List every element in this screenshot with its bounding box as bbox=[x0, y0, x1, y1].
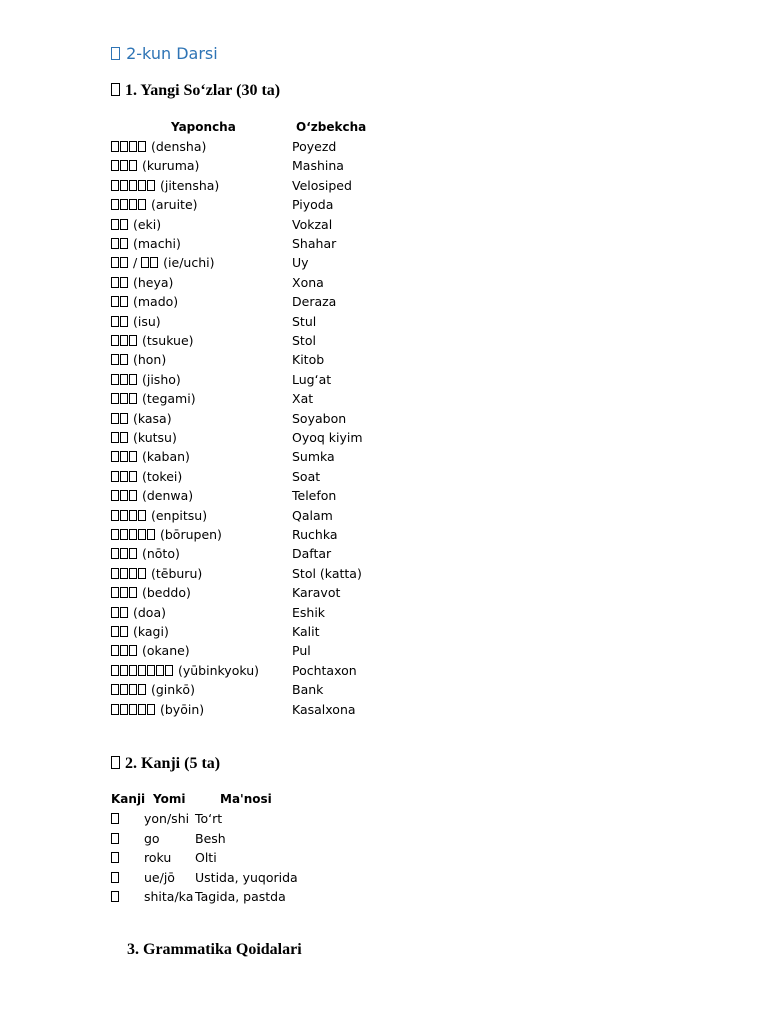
kanji-meaning: Olti bbox=[195, 850, 217, 865]
missing-glyph-icon bbox=[120, 238, 128, 249]
missing-glyph-icon bbox=[111, 833, 119, 844]
vocab-japanese bbox=[111, 624, 169, 639]
vocab-romaji: (ie/uchi) bbox=[163, 255, 215, 271]
missing-glyph-icon bbox=[111, 548, 119, 559]
vocab-japanese bbox=[111, 294, 178, 309]
vocab-uzbek: Soat bbox=[292, 468, 321, 484]
vocab-romaji: (densha) bbox=[150, 139, 207, 154]
missing-glyph-icon bbox=[156, 665, 164, 676]
vocab-japanese bbox=[111, 469, 182, 484]
missing-glyph-icon bbox=[120, 413, 128, 424]
kanji-meaning: Tagida, pastda bbox=[195, 889, 286, 904]
vocab-romaji: (byōin) bbox=[159, 701, 205, 717]
vocab-japanese bbox=[111, 236, 181, 251]
missing-glyph-icon bbox=[111, 257, 119, 268]
vocab-uzbek: Uy bbox=[292, 255, 309, 271]
vocab-japanese bbox=[111, 488, 193, 503]
missing-glyph-icon bbox=[141, 257, 149, 268]
missing-glyph-icon bbox=[138, 199, 146, 210]
missing-glyph-icon bbox=[129, 180, 137, 191]
missing-glyph-icon bbox=[129, 587, 137, 598]
missing-glyph-icon bbox=[120, 277, 128, 288]
missing-glyph-icon bbox=[120, 393, 128, 404]
missing-glyph-icon bbox=[129, 529, 137, 540]
missing-glyph-icon bbox=[111, 645, 119, 656]
missing-glyph-icon bbox=[120, 645, 128, 656]
missing-glyph-icon bbox=[150, 257, 158, 268]
vocab-uzbek: Piyoda bbox=[292, 197, 334, 213]
vocab-romaji: (nōto) bbox=[141, 546, 180, 562]
missing-glyph-icon bbox=[147, 529, 155, 540]
vocab-uzbek: Xat bbox=[292, 391, 314, 407]
missing-glyph-icon bbox=[111, 704, 119, 715]
kanji-header-meaning: Ma'nosi bbox=[220, 792, 272, 806]
vocab-japanese bbox=[111, 314, 161, 329]
section-heading-kanji bbox=[111, 755, 220, 773]
vocab-romaji: (tsukue) bbox=[141, 333, 194, 348]
missing-glyph-icon bbox=[111, 354, 119, 365]
vocab-romaji: (kuruma) bbox=[141, 158, 200, 174]
missing-glyph-icon bbox=[129, 160, 137, 171]
vocab-romaji: (mado) bbox=[132, 294, 179, 310]
missing-glyph-icon bbox=[129, 335, 137, 346]
vocab-japanese bbox=[111, 449, 190, 464]
vocab-romaji: (yūbinkyoku) bbox=[177, 662, 260, 678]
missing-glyph-icon bbox=[111, 219, 119, 230]
vocab-romaji: (denwa) bbox=[141, 488, 194, 504]
vocab-uzbek: Oyoq kiyim bbox=[292, 430, 363, 445]
vocab-uzbek: Qalam bbox=[292, 507, 333, 523]
missing-glyph-icon bbox=[111, 83, 120, 96]
missing-glyph-icon bbox=[120, 704, 128, 715]
vocab-romaji: (tegami) bbox=[141, 391, 196, 407]
missing-glyph-icon bbox=[120, 354, 128, 365]
vocab-japanese bbox=[111, 566, 202, 581]
vocab-romaji: (enpitsu) bbox=[150, 507, 208, 523]
missing-glyph-icon bbox=[129, 199, 137, 210]
vocab-japanese bbox=[111, 158, 199, 173]
kanji-character bbox=[111, 831, 120, 846]
missing-glyph-icon bbox=[138, 665, 146, 676]
vocab-romaji: (hon) bbox=[132, 352, 167, 368]
kanji-character bbox=[111, 870, 120, 885]
missing-glyph-icon bbox=[138, 141, 146, 152]
missing-glyph-icon bbox=[120, 607, 128, 618]
missing-glyph-icon bbox=[120, 626, 128, 637]
vocab-uzbek: Velosiped bbox=[292, 177, 352, 193]
section-heading-kanji-text: 2. Kanji (5 ta) bbox=[125, 755, 221, 772]
missing-glyph-icon bbox=[120, 490, 128, 501]
missing-glyph-icon bbox=[111, 852, 119, 863]
missing-glyph-icon bbox=[120, 684, 128, 695]
vocab-header-uzbek: O‘zbekcha bbox=[296, 120, 367, 134]
missing-glyph-icon bbox=[138, 568, 146, 579]
section-heading-grammar-text: 3. Grammatika Qoidalari bbox=[127, 941, 302, 958]
vocab-uzbek: Karavot bbox=[292, 585, 341, 601]
vocab-uzbek: Vokzal bbox=[292, 216, 333, 232]
vocab-romaji: (isu) bbox=[132, 313, 161, 329]
vocab-uzbek: Soyabon bbox=[292, 410, 347, 426]
vocab-header-japanese: Yaponcha bbox=[171, 120, 236, 134]
missing-glyph-icon bbox=[111, 872, 119, 883]
vocab-uzbek: Shahar bbox=[292, 236, 337, 251]
vocab-japanese bbox=[111, 430, 177, 445]
vocab-japanese bbox=[111, 217, 161, 232]
missing-glyph-icon bbox=[111, 393, 119, 404]
kanji-reading: roku bbox=[144, 850, 172, 865]
missing-glyph-icon bbox=[120, 219, 128, 230]
missing-glyph-icon bbox=[120, 296, 128, 307]
vocab-uzbek: Kalit bbox=[292, 624, 320, 639]
vocab-romaji: (heya) bbox=[132, 274, 174, 290]
vocab-japanese bbox=[111, 605, 166, 620]
kanji-character bbox=[111, 850, 120, 865]
vocab-japanese bbox=[111, 372, 181, 387]
vocab-uzbek: Lug‘at bbox=[292, 371, 332, 387]
missing-glyph-icon bbox=[129, 471, 137, 482]
missing-glyph-icon bbox=[111, 160, 119, 171]
vocab-romaji: (kaban) bbox=[141, 449, 190, 465]
vocab-romaji: (kutsu) bbox=[132, 430, 177, 445]
missing-glyph-icon bbox=[111, 47, 120, 60]
missing-glyph-icon bbox=[111, 432, 119, 443]
missing-glyph-icon bbox=[147, 704, 155, 715]
missing-glyph-icon bbox=[111, 277, 119, 288]
vocab-romaji: (bōrupen) bbox=[159, 527, 222, 542]
lesson-title bbox=[111, 44, 218, 63]
missing-glyph-icon bbox=[111, 141, 119, 152]
vocab-romaji: (eki) bbox=[132, 216, 162, 232]
missing-glyph-icon bbox=[129, 665, 137, 676]
missing-glyph-icon bbox=[129, 451, 137, 462]
kanji-meaning: Besh bbox=[195, 830, 226, 846]
vocab-romaji: (machi) bbox=[132, 236, 181, 251]
missing-glyph-icon bbox=[111, 529, 119, 540]
missing-glyph-icon bbox=[111, 607, 119, 618]
vocab-japanese bbox=[111, 275, 173, 290]
missing-glyph-icon bbox=[120, 199, 128, 210]
kanji-reading: go bbox=[144, 830, 160, 846]
vocab-romaji: (okane) bbox=[141, 643, 190, 659]
vocab-uzbek: Ruchka bbox=[292, 527, 338, 542]
kanji-meaning: Ustida, yuqorida bbox=[195, 869, 298, 885]
missing-glyph-icon bbox=[129, 393, 137, 404]
vocab-japanese bbox=[111, 391, 196, 406]
missing-glyph-icon bbox=[111, 626, 119, 637]
vocab-uzbek: Sumka bbox=[292, 449, 335, 465]
section-heading-words bbox=[111, 82, 280, 100]
missing-glyph-icon bbox=[129, 510, 137, 521]
vocab-uzbek: Eshik bbox=[292, 604, 326, 620]
vocab-japanese bbox=[111, 178, 219, 193]
vocab-japanese bbox=[111, 197, 198, 212]
kanji-character bbox=[111, 889, 120, 904]
vocab-uzbek: Stol bbox=[292, 333, 316, 348]
missing-glyph-icon bbox=[120, 510, 128, 521]
kanji-header-kanji: Kanji bbox=[111, 792, 146, 806]
missing-glyph-icon bbox=[111, 413, 119, 424]
vocab-japanese bbox=[111, 411, 172, 426]
vocab-uzbek: Stul bbox=[292, 313, 317, 329]
missing-glyph-icon bbox=[120, 141, 128, 152]
missing-glyph-icon bbox=[111, 665, 119, 676]
vocab-uzbek: Poyezd bbox=[292, 139, 337, 154]
missing-glyph-icon bbox=[120, 451, 128, 462]
missing-glyph-icon bbox=[120, 160, 128, 171]
missing-glyph-icon bbox=[120, 374, 128, 385]
missing-glyph-icon bbox=[129, 568, 137, 579]
vocab-romaji: (tēburu) bbox=[150, 565, 203, 581]
kanji-header-reading: Yomi bbox=[153, 792, 186, 806]
missing-glyph-icon bbox=[120, 257, 128, 268]
missing-glyph-icon bbox=[129, 141, 137, 152]
missing-glyph-icon bbox=[111, 316, 119, 327]
vocab-uzbek: Xona bbox=[292, 274, 324, 290]
missing-glyph-icon bbox=[147, 180, 155, 191]
vocab-uzbek: Stol (katta) bbox=[292, 565, 362, 581]
vocab-romaji: (aruite) bbox=[150, 197, 198, 213]
missing-glyph-icon bbox=[111, 587, 119, 598]
missing-glyph-icon bbox=[111, 374, 119, 385]
vocab-japanese bbox=[111, 663, 259, 678]
vocab-uzbek: Mashina bbox=[292, 158, 344, 174]
vocab-uzbek: Kitob bbox=[292, 352, 325, 368]
vocab-romaji: (doa) bbox=[132, 604, 166, 620]
vocab-romaji: (tokei) bbox=[141, 468, 183, 484]
missing-glyph-icon bbox=[111, 684, 119, 695]
missing-glyph-icon bbox=[129, 704, 137, 715]
missing-glyph-icon bbox=[120, 568, 128, 579]
vocab-uzbek: Pochtaxon bbox=[292, 662, 357, 678]
kanji-meaning: To‘rt bbox=[195, 811, 223, 826]
section-heading-grammar bbox=[127, 941, 302, 959]
missing-glyph-icon bbox=[111, 568, 119, 579]
vocab-uzbek: Bank bbox=[292, 682, 324, 698]
vocab-romaji: (jisho) bbox=[141, 371, 181, 387]
missing-glyph-icon bbox=[111, 891, 119, 902]
missing-glyph-icon bbox=[120, 529, 128, 540]
missing-glyph-icon bbox=[111, 451, 119, 462]
vocab-japanese bbox=[111, 527, 222, 542]
missing-glyph-icon bbox=[120, 335, 128, 346]
missing-glyph-icon bbox=[120, 316, 128, 327]
missing-glyph-icon bbox=[111, 471, 119, 482]
vocab-japanese bbox=[111, 333, 194, 348]
missing-glyph-icon bbox=[111, 813, 119, 824]
vocab-japanese bbox=[111, 702, 204, 717]
missing-glyph-icon bbox=[129, 374, 137, 385]
missing-glyph-icon bbox=[111, 238, 119, 249]
lesson-title-text: 2-kun Darsi bbox=[126, 44, 218, 63]
missing-glyph-icon bbox=[120, 180, 128, 191]
missing-glyph-icon bbox=[120, 548, 128, 559]
vocab-romaji: (kasa) bbox=[132, 410, 172, 426]
kanji-reading: yon/shi bbox=[144, 811, 190, 826]
missing-glyph-icon bbox=[138, 180, 146, 191]
kanji-reading: ue/jō bbox=[144, 869, 175, 885]
vocab-uzbek: Kasalxona bbox=[292, 701, 356, 717]
vocab-japanese bbox=[111, 352, 166, 367]
vocab-japanese bbox=[111, 682, 195, 697]
missing-glyph-icon bbox=[120, 432, 128, 443]
vocab-uzbek: Telefon bbox=[292, 488, 337, 504]
missing-glyph-icon bbox=[129, 645, 137, 656]
missing-glyph-icon bbox=[138, 704, 146, 715]
vocab-romaji: (kagi) bbox=[132, 624, 169, 639]
missing-glyph-icon bbox=[120, 471, 128, 482]
missing-glyph-icon bbox=[120, 587, 128, 598]
missing-glyph-icon bbox=[111, 335, 119, 346]
section-heading-words-text: 1. Yangi So‘zlar (30 ta) bbox=[125, 82, 281, 99]
vocab-uzbek: Daftar bbox=[292, 546, 332, 562]
kanji-reading: shita/ka bbox=[144, 889, 194, 904]
missing-glyph-icon bbox=[165, 665, 173, 676]
missing-glyph-icon bbox=[129, 490, 137, 501]
missing-glyph-icon bbox=[111, 180, 119, 191]
missing-glyph-icon bbox=[147, 665, 155, 676]
missing-glyph-icon bbox=[120, 665, 128, 676]
vocab-japanese: / (ie/uchi) bbox=[111, 255, 214, 270]
missing-glyph-icon bbox=[138, 510, 146, 521]
missing-glyph-icon bbox=[111, 199, 119, 210]
missing-glyph-icon bbox=[129, 684, 137, 695]
vocab-japanese bbox=[111, 585, 191, 600]
vocab-uzbek: Deraza bbox=[292, 294, 337, 310]
vocab-japanese bbox=[111, 508, 207, 523]
missing-glyph-icon bbox=[111, 296, 119, 307]
vocab-uzbek: Pul bbox=[292, 643, 311, 659]
vocab-romaji: (ginkō) bbox=[150, 682, 195, 698]
vocab-japanese bbox=[111, 643, 190, 658]
vocab-japanese bbox=[111, 546, 180, 561]
missing-glyph-icon bbox=[111, 490, 119, 501]
missing-glyph-icon bbox=[129, 548, 137, 559]
kanji-character bbox=[111, 811, 120, 826]
missing-glyph-icon bbox=[138, 529, 146, 540]
vocab-japanese bbox=[111, 139, 206, 154]
missing-glyph-icon bbox=[138, 684, 146, 695]
missing-glyph-icon bbox=[111, 510, 119, 521]
vocab-romaji: (beddo) bbox=[141, 585, 191, 601]
missing-glyph-icon bbox=[111, 756, 120, 769]
vocab-romaji: (jitensha) bbox=[159, 177, 220, 193]
